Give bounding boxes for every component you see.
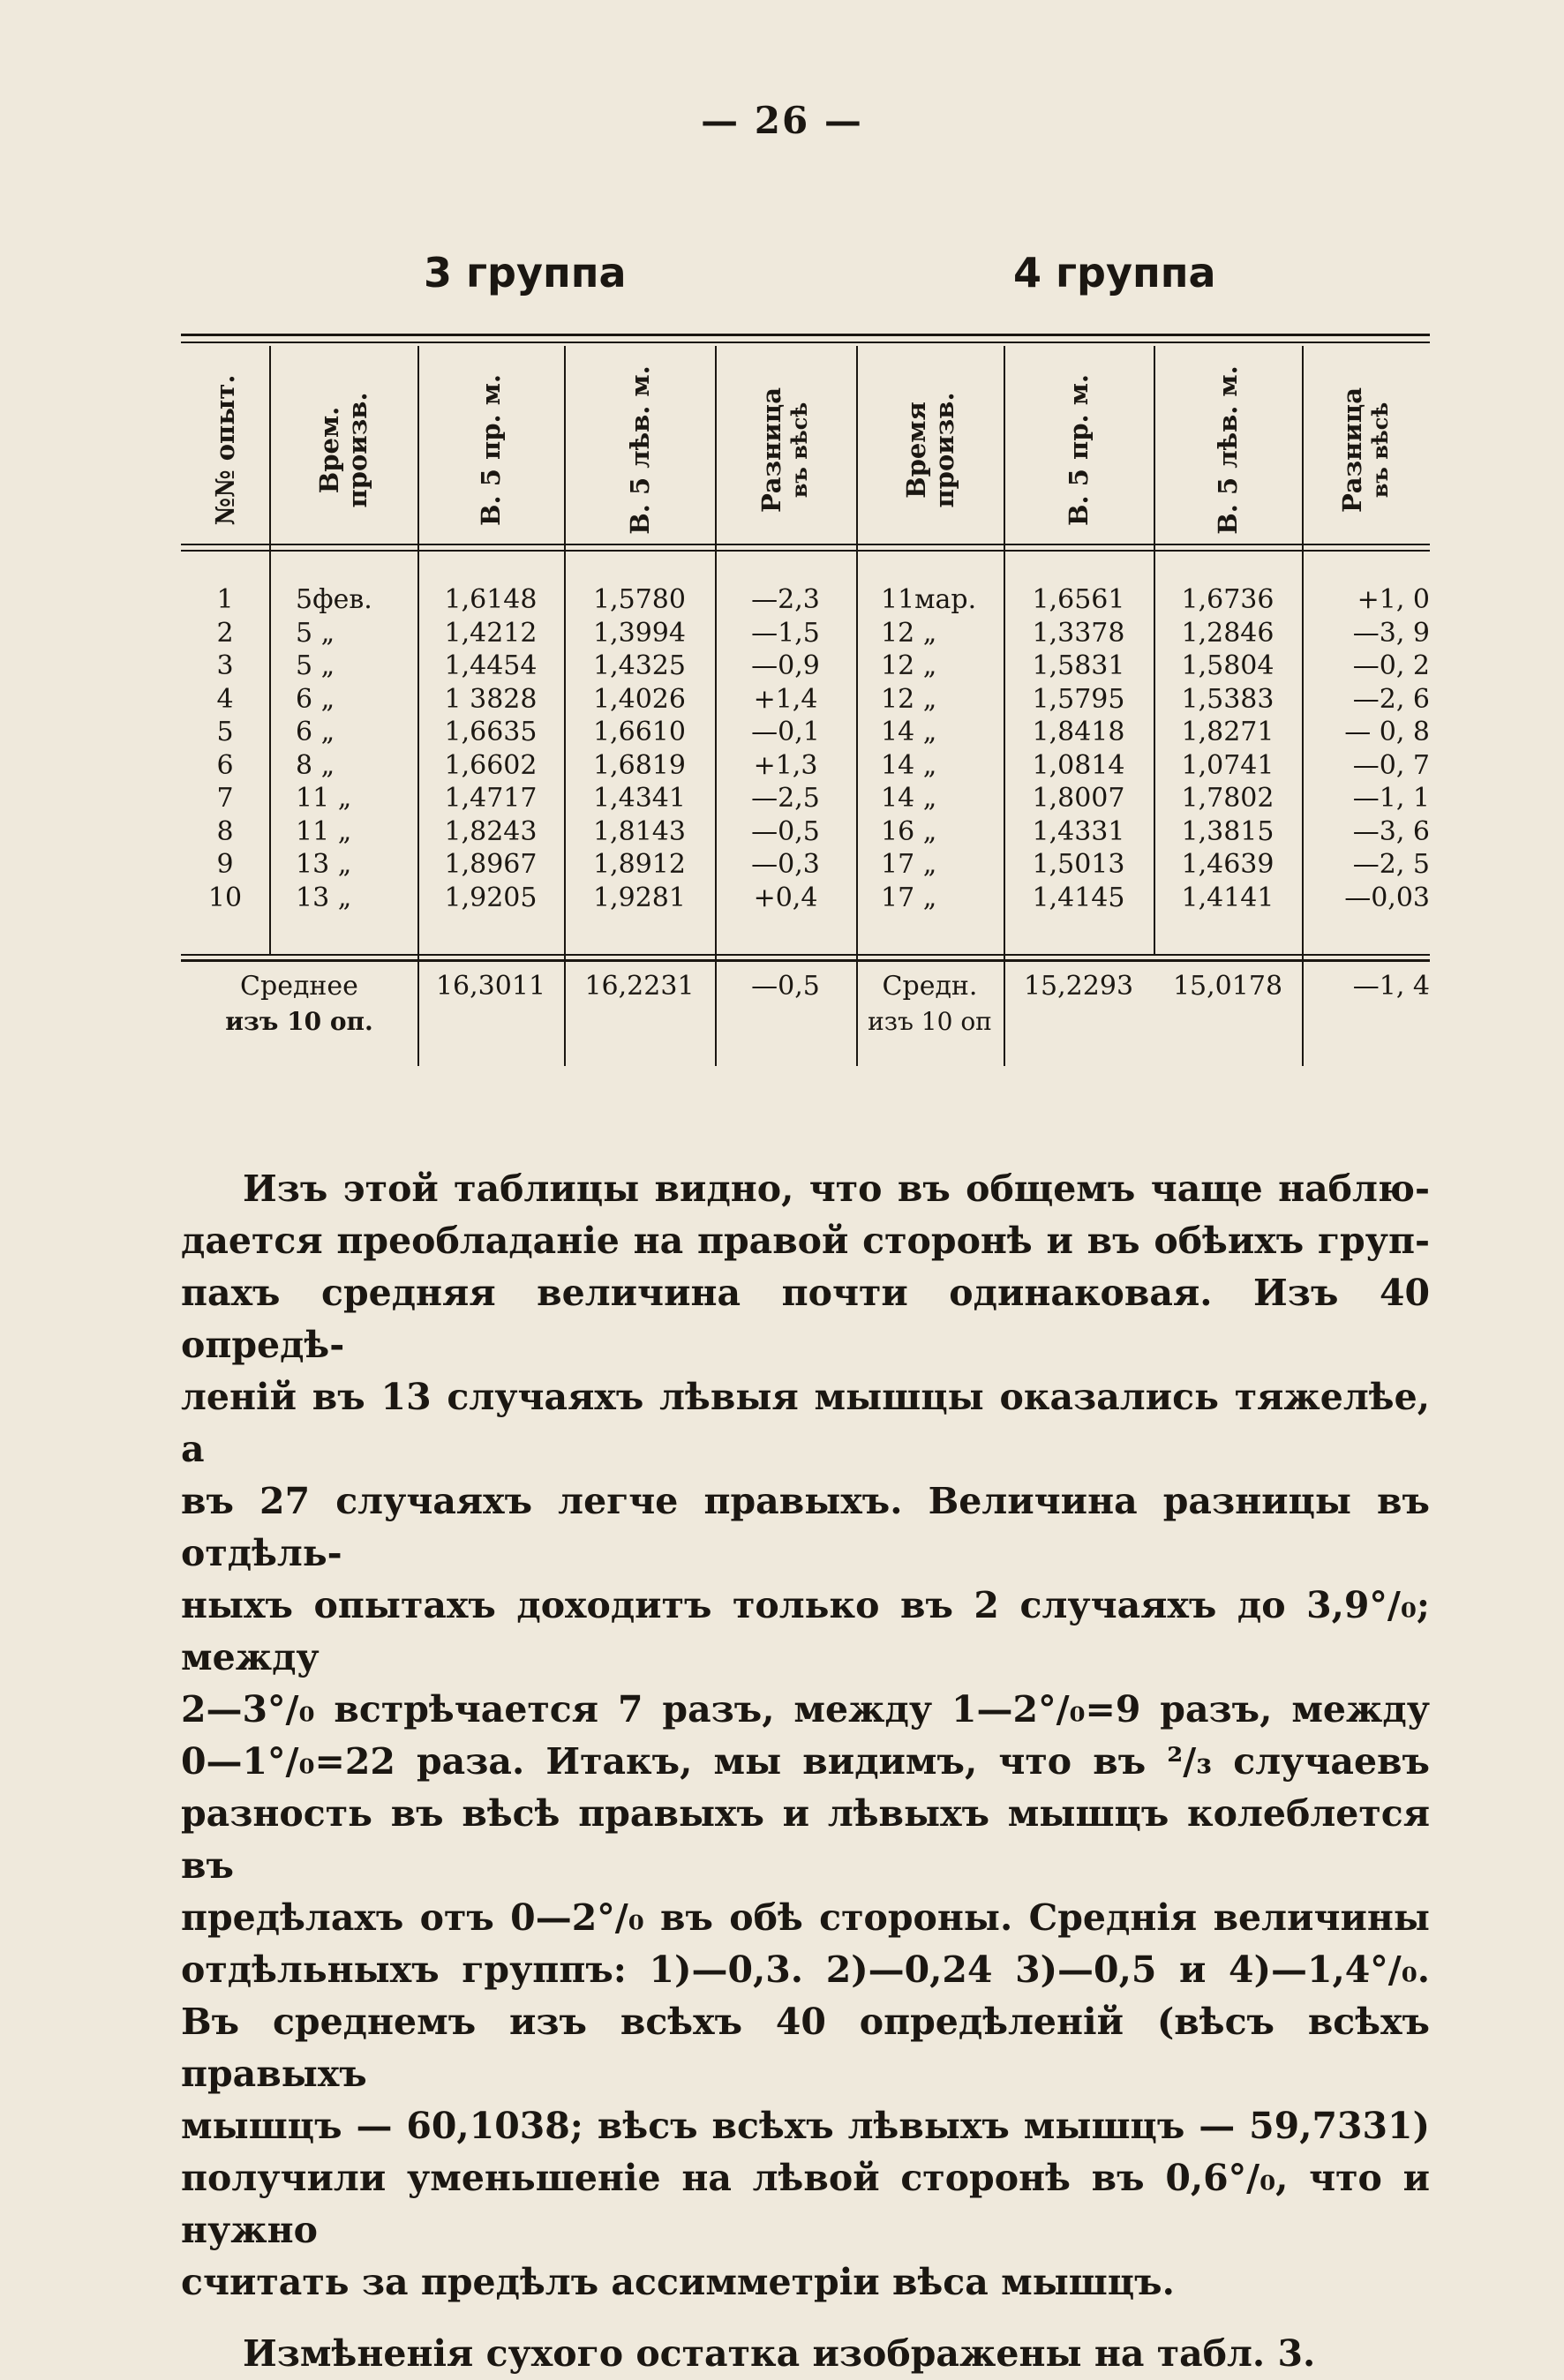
paragraph-line: Изъ этой таблицы видно, что въ общемъ чаще наблю-: [243, 1167, 1430, 1210]
right-weight-group-4: 1,3378: [1032, 617, 1125, 649]
table-row: [181, 649, 1430, 682]
paragraph-line: дается преобладаніе на правой сторонѣ и въ обѣихъ груп-: [181, 1220, 1430, 1262]
time-group-3: 13 „: [296, 849, 352, 880]
difference-group-3: —2,3: [751, 584, 820, 615]
body-paragraph: [181, 1163, 1430, 2380]
time-group-3: 8 „: [296, 749, 335, 781]
difference-group-4: —0,03: [1344, 882, 1430, 913]
left-weight-group-3: 1,8143: [593, 815, 686, 847]
difference-group-3: +0,4: [753, 882, 818, 913]
difference-group-3: —0,3: [751, 849, 820, 880]
left-weight-group-3: 1,6610: [593, 717, 686, 747]
left-weight-group-3: 1,3994: [593, 617, 686, 649]
time-group-4: 14 „: [881, 783, 937, 814]
time-group-4: 11мар.: [881, 584, 977, 615]
header-experiment-number: №№ опыт.: [210, 374, 240, 525]
right-weight-group-4: 1,5795: [1032, 683, 1125, 715]
table-row: [181, 617, 1430, 649]
left-weight-group-4: 1,4639: [1181, 849, 1275, 880]
group-4-heading: 4 группа: [1013, 249, 1216, 297]
left-weight-group-4: 1,7802: [1181, 783, 1275, 814]
experiment-number: 10: [207, 882, 243, 913]
left-weight-group-3: 1,5780: [593, 584, 686, 615]
left-weight-group-3: 1,4341: [593, 783, 686, 814]
right-weight-group-4: 1,5013: [1032, 849, 1125, 880]
difference-group-4: —3, 6: [1352, 815, 1430, 847]
right-weight-group-3: 1,4454: [444, 650, 538, 681]
time-group-4: 17 „: [881, 882, 937, 913]
paragraph-line: предѣлахъ отъ 0—2°/₀ въ обѣ стороны. Среднія величины: [181, 1896, 1430, 1939]
experiment-number: 9: [216, 849, 234, 880]
experiment-number: 7: [216, 783, 234, 814]
header-left-weight-group-4: В. 5 лѣв. м.: [1213, 364, 1243, 535]
difference-group-3: —0,5: [751, 815, 820, 847]
difference-group-4: —2, 6: [1352, 683, 1430, 715]
time-group-4: 14 „: [881, 749, 937, 781]
right-weight-group-4: 1,4145: [1032, 882, 1125, 913]
time-group-4: 17 „: [881, 849, 937, 880]
right-weight-group-3: 1,8967: [444, 849, 538, 880]
table-row: [181, 848, 1430, 881]
header-right-weight-group-3: В. 5 пр. м.: [476, 373, 506, 526]
table-row: [181, 716, 1430, 748]
summary-left-group-4: 15,0178: [1172, 971, 1283, 1002]
difference-group-4: —2, 5: [1352, 849, 1430, 880]
summary-right-group-3: 16,3011: [435, 971, 546, 1002]
header-time-group-4: Время произв.: [900, 391, 959, 508]
table-row: [181, 749, 1430, 782]
table-row: [181, 583, 1430, 616]
difference-group-4: +1, 0: [1357, 584, 1430, 615]
time-group-3: 6 „: [296, 717, 335, 747]
page-number: — 26 —: [701, 99, 863, 142]
right-weight-group-3: 1 3828: [444, 683, 538, 715]
table-top-rule-2: [181, 342, 1430, 343]
time-group-3: 11 „: [296, 815, 352, 847]
closing-sentence: Измѣненія сухого остатка изображены на табл. 3.: [243, 2332, 1316, 2375]
right-weight-group-4: 1,5831: [1032, 650, 1125, 681]
paragraph-line: разность въ вѣсѣ правыхъ и лѣвыхъ мышцъ колеблется въ: [181, 1792, 1430, 1887]
right-weight-group-4: 1,6561: [1032, 584, 1125, 615]
difference-group-3: —0,9: [751, 650, 820, 681]
right-weight-group-3: 1,8243: [444, 815, 538, 847]
left-weight-group-4: 1,5383: [1181, 683, 1275, 715]
summary-right-group-4: 15,2293: [1023, 971, 1134, 1002]
left-weight-group-4: 1,8271: [1181, 717, 1275, 747]
summary-diff-group-3: —0,5: [751, 971, 820, 1002]
time-group-3: 5 „: [296, 650, 335, 681]
left-weight-group-4: 1,2846: [1181, 617, 1275, 649]
time-group-4: 12 „: [881, 650, 937, 681]
time-group-4: 14 „: [881, 717, 937, 747]
difference-group-4: —0, 7: [1352, 749, 1430, 781]
summary-label-group-3: Среднее изъ 10 оп.: [225, 971, 373, 1036]
experiment-number: 5: [216, 717, 234, 747]
left-weight-group-3: 1,4325: [593, 650, 686, 681]
paragraph-line: 0—1°/₀=22 раза. Итакъ, мы видимъ, что въ ²/₃ случаевъ: [181, 1740, 1430, 1783]
difference-group-3: +1,3: [753, 749, 818, 781]
difference-group-4: —0, 2: [1352, 650, 1430, 681]
time-group-3: 11 „: [296, 783, 352, 814]
left-weight-group-4: 1,6736: [1181, 584, 1275, 615]
left-weight-group-3: 1,4026: [593, 683, 686, 715]
summary-left-group-3: 16,2231: [584, 971, 695, 1002]
left-weight-group-4: 1,3815: [1181, 815, 1275, 847]
difference-group-4: — 0, 8: [1344, 717, 1430, 747]
time-group-3: 5фев.: [296, 584, 372, 615]
right-weight-group-4: 1,8007: [1032, 783, 1125, 814]
difference-group-4: —1, 1: [1352, 783, 1430, 814]
difference-group-3: —2,5: [751, 783, 820, 814]
difference-group-4: —3, 9: [1352, 617, 1430, 649]
paragraph-line: леній въ 13 случаяхъ лѣвыя мышцы оказались тяжелѣе, а: [181, 1376, 1430, 1470]
time-group-3: 13 „: [296, 882, 352, 913]
table-row: [181, 782, 1430, 815]
experiment-number: 4: [216, 683, 234, 715]
paragraph-line: считать за предѣлъ ассимметріи вѣса мышцъ.: [181, 2261, 1175, 2303]
left-weight-group-4: 1,5804: [1181, 650, 1275, 681]
paragraph-line: въ 27 случаяхъ легче правыхъ. Величина разницы въ отдѣль-: [181, 1480, 1430, 1574]
left-weight-group-4: 1,4141: [1181, 882, 1275, 913]
time-group-3: 5 „: [296, 617, 335, 649]
time-group-4: 12 „: [881, 683, 937, 715]
group-3-heading: 3 группа: [424, 249, 627, 297]
right-weight-group-4: 1,8418: [1032, 717, 1125, 747]
time-group-4: 12 „: [881, 617, 937, 649]
right-weight-group-4: 1,4331: [1032, 815, 1125, 847]
right-weight-group-3: 1,6148: [444, 584, 538, 615]
paragraph-line: отдѣльныхъ группъ: 1)—0,3. 2)—0,24 3)—0,5 и 4)—1,4°/₀.: [181, 1948, 1430, 1991]
experiment-number: 6: [216, 749, 234, 781]
right-weight-group-3: 1,6602: [444, 749, 538, 781]
paragraph-line: пахъ средняя величина почти одинаковая. Изъ 40 опредѣ-: [181, 1272, 1430, 1366]
experiment-number: 2: [216, 617, 234, 649]
table-row: [181, 815, 1430, 848]
left-weight-group-3: 1,6819: [593, 749, 686, 781]
data-table: [181, 334, 1430, 1066]
experiment-number: 3: [216, 650, 234, 681]
experiment-number: 1: [216, 584, 234, 615]
header-left-weight-group-3: В. 5 лѣв. м.: [624, 364, 655, 535]
left-weight-group-4: 1,0741: [1181, 749, 1275, 781]
right-weight-group-3: 1,4212: [444, 617, 538, 649]
paragraph-line: 2—3°/₀ встрѣчается 7 разъ, между 1—2°/₀=9 разъ, между: [181, 1688, 1430, 1731]
paragraph-line: мышцъ — 60,1038; вѣсъ всѣхъ лѣвыхъ мышцъ — 59,7331): [181, 2105, 1430, 2147]
body-bottom-rule: [181, 954, 1430, 956]
time-group-4: 16 „: [881, 815, 937, 847]
body-bottom-rule-2: [181, 959, 1430, 962]
right-weight-group-3: 1,6635: [444, 717, 538, 747]
header-difference-group-3: Разница въ вѣсѣ: [756, 387, 812, 513]
header-difference-group-4: Разница въ вѣсѣ: [1336, 387, 1393, 513]
left-weight-group-3: 1,9281: [593, 882, 686, 913]
header-right-weight-group-4: В. 5 пр. м.: [1064, 373, 1094, 526]
paragraph-line: ныхъ опытахъ доходитъ только въ 2 случаяхъ до 3,9°/₀; между: [181, 1584, 1430, 1678]
paragraph-line: Въ среднемъ изъ всѣхъ 40 опредѣленій (вѣсъ всѣхъ правыхъ: [181, 2001, 1430, 2095]
left-weight-group-3: 1,8912: [593, 849, 686, 880]
difference-group-3: —0,1: [751, 717, 820, 747]
difference-group-3: —1,5: [751, 617, 820, 649]
table-row: [181, 683, 1430, 716]
right-weight-group-3: 1,4717: [444, 783, 538, 814]
time-group-3: 6 „: [296, 683, 335, 715]
paragraph-line: получили уменьшеніе на лѣвой сторонѣ въ 0,6°/₀, что и нужно: [181, 2157, 1430, 2251]
summary-diff-group-4: —1, 4: [1352, 971, 1430, 1002]
right-weight-group-3: 1,9205: [444, 882, 538, 913]
table-row: [181, 882, 1430, 914]
right-weight-group-4: 1,0814: [1032, 749, 1125, 781]
summary-label-group-4: Средн. изъ 10 оп: [868, 971, 992, 1036]
table-top-rule: [181, 334, 1430, 336]
experiment-number: 8: [216, 815, 234, 847]
difference-group-3: +1,4: [753, 683, 818, 715]
header-time-group-3: Врем. произв.: [314, 391, 372, 508]
